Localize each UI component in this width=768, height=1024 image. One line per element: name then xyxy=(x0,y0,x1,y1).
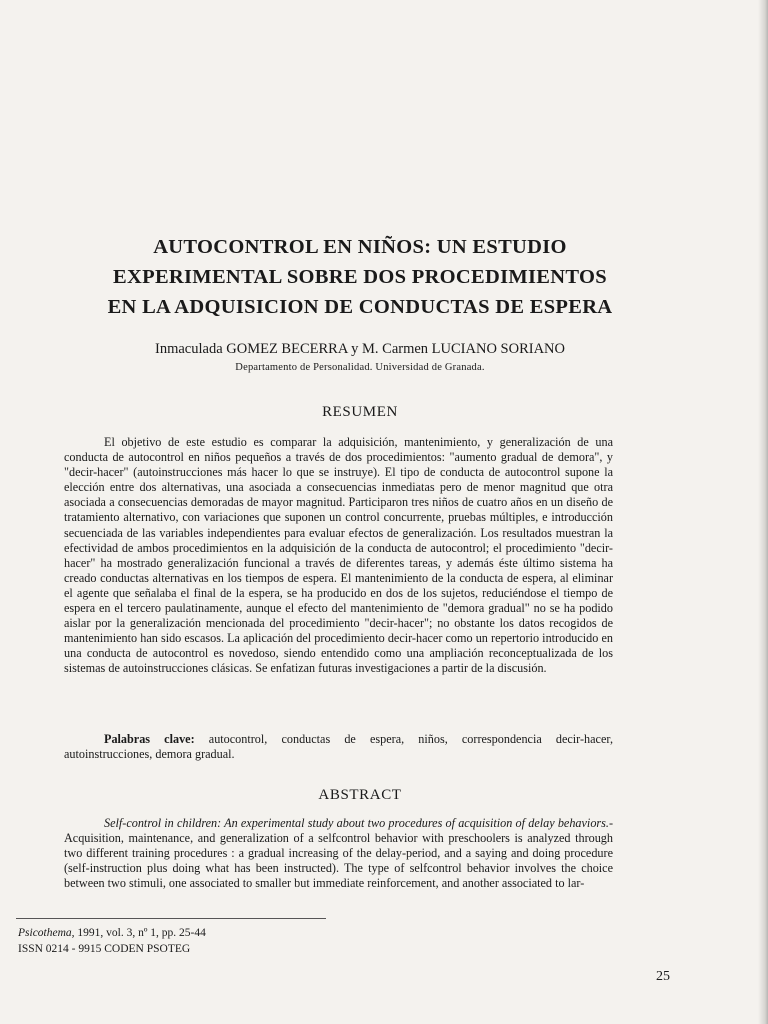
author-affiliation: Departamento de Personalidad. Universidad de Granada. xyxy=(235,362,485,373)
journal-name: Psicothema, xyxy=(18,927,75,939)
abstract-title: Self-control in children: An experimental study about two procedures of acquisition of delay behaviors.- xyxy=(104,816,613,830)
resumen-body: El objetivo de este estudio es comparar la adquisición, mantenimiento, y generalización de una conducta de autocontrol en niños pequeños a través de dos procedimientos: "aumento gradual de demora", y "decir-hacer" (autoinstrucciones más hacer lo que se instruye). El tipo de conducta de autocontrol supone la elección entre dos alternativas, una asociada a consecuencias inmediatas pero de menor magnitud que otra asociada a consecuencias demoradas de mayor magnitud. Participaron tres niños de cuatro años en un diseño de tratamiento alternativo, con variaciones que suponen un control concurrente, pruebas múltiples, e introducción secuenciada de las variables independientes para evaluar efectos de generalización. Los resultados muestran la efectividad de ambos procedimientos en la adquisición de la conducta de autocontrol; el procedimiento "decir-hacer" ha mostrado generalización funcional a través de diferentes tareas, y además éste último sistema ha creado conductas alternativas en los tiempos de espera. El mantenimiento de la conducta de espera, al eliminar el agente que señalaba el final de la espera, se ha producido en dos de los sujetos, reduciéndose el tiempo de espera en el tercero paulatinamente, aunque el efecto del mantenimiento de "demora gradual" no se ha podido aislar por la generalización mencionada del procedimiento "decir-hacer"; no obstante los datos recogidos de mantenimiento han sido escasos. La aplicación del procedimiento decir-hacer como un repertorio introducido en una conducta de autocontrol es novedoso, siendo entendido como una ampliación reconceptualizada de los sistemas de autoinstrucciones clásicas. Se enfatizan futuras investigaciones a partir de la discusión. xyxy=(64,435,613,676)
page-number: 25 xyxy=(656,969,670,984)
resumen-heading: RESUMEN xyxy=(322,404,398,420)
citation-details: 1991, vol. 3, nº 1, pp. 25-44 xyxy=(77,927,206,939)
scan-shadow-edge xyxy=(758,0,768,1024)
footnote-divider xyxy=(16,918,326,919)
title-line-3: EN LA ADQUISICION DE CONDUCTAS DE ESPERA xyxy=(107,296,613,318)
author-names: Inmaculada GOMEZ BECERRA y M. Carmen LUCIANO SORIANO xyxy=(155,341,565,357)
title-line-1: AUTOCONTROL EN NIÑOS: UN ESTUDIO xyxy=(153,236,567,258)
abstract-paragraph xyxy=(64,816,613,891)
footnote-citation xyxy=(18,926,206,940)
abstract-body: Acquisition, maintenance, and generalization of a selfcontrol behavior with preschoolers is analyzed through two different training procedures : a gradual increasing of the delay-period, and a saying and doing procedure (self-instruction plus doing what has been instructed). The type of selfcontrol behavior involves the choice between two stimuli, one associated to smaller but immediate reinforcement, and another associated to lar- xyxy=(64,831,613,891)
keywords-list: autocontrol, conductas de espera, niños, correspondencia decir-hacer, autoinstrucciones, demora gradual. xyxy=(64,732,613,762)
title-line-2: EXPERIMENTAL SOBRE DOS PROCEDIMIENTOS xyxy=(113,266,607,288)
article-title xyxy=(40,232,680,322)
abstract-heading: ABSTRACT xyxy=(318,787,402,803)
footnote-issn: ISSN 0214 - 9915 CODEN PSOTEG xyxy=(18,943,191,955)
keywords-label: Palabras clave: xyxy=(104,732,195,746)
keywords-paragraph xyxy=(64,732,613,762)
